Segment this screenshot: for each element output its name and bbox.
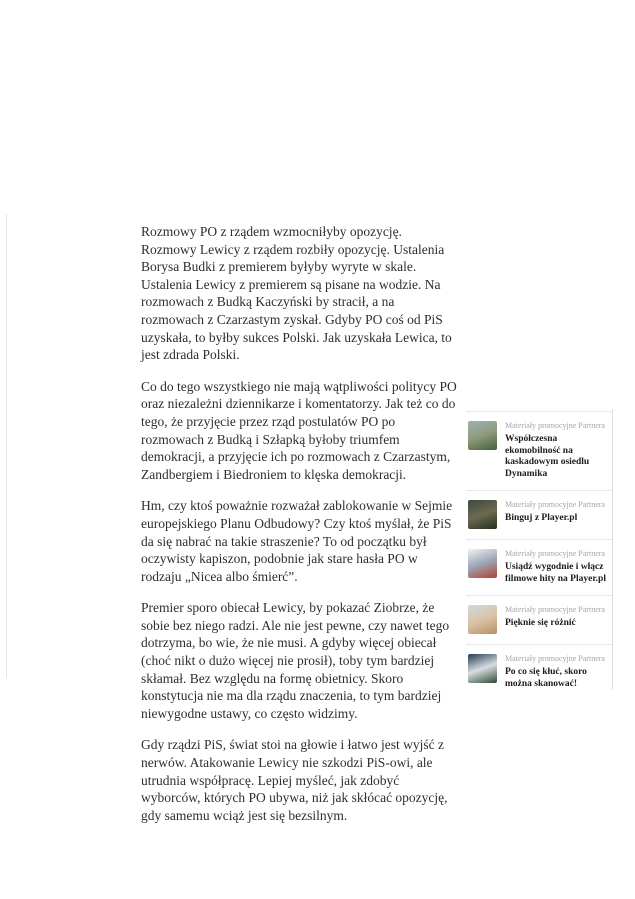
promo-item[interactable] [466, 644, 612, 700]
beach-group-thumbnail[interactable] [468, 605, 497, 634]
content-left-border [6, 214, 7, 678]
promo-text-block [505, 421, 612, 480]
promo-text-block [505, 605, 612, 630]
promo-item[interactable] [466, 490, 612, 539]
promo-title-link[interactable]: Usiądź wygodnie i włącz filmowe hity na Player.pl [505, 562, 606, 584]
promo-item[interactable] [466, 411, 612, 490]
promo-title-link[interactable]: Pięknie się różnić [505, 618, 576, 628]
article-paragraph: Gdy rządzi PiS, świat stoi na głowie i łatwo jest wyjść z nerwów. Atakowanie Lewicy nie szkodzi PiS-owi, ale utrudnia współpracę. Lepiej myśleć, jak zdobyć wyborców, których PO ubywa, niż jak skłócać opozycję, gdy samemu wciąż jest się bezsilnym. [141, 737, 448, 823]
promo-title-link[interactable]: Po co się kłuć, skoro można skanować! [505, 667, 587, 689]
promo-label: Materiały promocyjne Partnera [505, 605, 605, 614]
article-paragraph: Premier sporo obiecał Lewicy, by pokazać Ziobrze, że sobie bez niego radzi. Ale nie jest pewne, czy nawet tego dotrzyma, bo wie, że nie musi. A gdyby więcej obiecał (choć nikt o dużo więcej nie prosił), toby tym bardziej skłamał. Bez względu na formę obietnicy. Skoro konstytucja nie ma dla rządu znaczenia, to tym bardziej niewygodne ustawy, co często widzimy. [141, 600, 450, 721]
promo-label: Materiały promocyjne Partnera [505, 421, 605, 430]
promo-item[interactable] [466, 595, 612, 644]
promo-sidebar [466, 411, 612, 700]
promo-title-link[interactable]: Współczesna ekomobilność na kaskadowym osiedlu Dynamika [505, 434, 590, 479]
article-paragraph: Co do tego wszystkiego nie mają wątpliwości politycy PO oraz niezależni dziennikarze i komentatorzy. Jak też co do tego, że przyjęcie przez rząd postulatów PO po rozmowach z Budką i Szłapką byłoby triumfem demokracji, a przyjęcie ich po rozmowach z Czarzastym, Zandbergiem i Biedroniem to klęska demokracji. [141, 378, 457, 482]
article-body [141, 223, 457, 838]
binge-player-thumbnail[interactable] [468, 500, 497, 529]
article-paragraph: Rozmowy PO z rządem wzmocniłyby opozycję. Rozmowy Lewicy z rządem rozbiły opozycję. Ustalenia Borysa Budki z premierem byłyby wyryte w skale. Ustalenia Lewicy z premierem są pisane na wodzie. Na rozmowach z Budką Kaczyński by stracił, a na rozmowach z Czarzastym zyskał. Gdyby PO coś od PiS uzyskała, to byłby sukces Polski. Jak uzyskała Lewica, to jest zdrada Polski. [141, 224, 452, 363]
scan-thumbnail[interactable] [468, 654, 497, 683]
promo-item[interactable] [466, 539, 612, 595]
promo-text-block [505, 654, 612, 690]
promo-label: Materiały promocyjne Partnera [505, 549, 605, 558]
movie-hits-thumbnail[interactable] [468, 549, 497, 578]
sidebar-right-border [612, 409, 613, 690]
promo-label: Materiały promocyjne Partnera [505, 500, 605, 509]
article-paragraph: Hm, czy ktoś poważnie rozważał zablokowanie w Sejmie europejskiego Planu Odbudowy? Czy ktoś myślał, że PiS da się nabrać na takie straszenie? To od początku był oczywisty kapiszon, podobnie jak stare hasła PO w rodzaju „Nicea albo śmierć”. [141, 498, 453, 584]
promo-text-block [505, 549, 612, 585]
promo-label: Materiały promocyjne Partnera [505, 654, 605, 663]
promo-text-block [505, 500, 612, 525]
eco-estate-thumbnail[interactable] [468, 421, 497, 450]
promo-title-link[interactable]: Binguj z Player.pl [505, 513, 578, 523]
